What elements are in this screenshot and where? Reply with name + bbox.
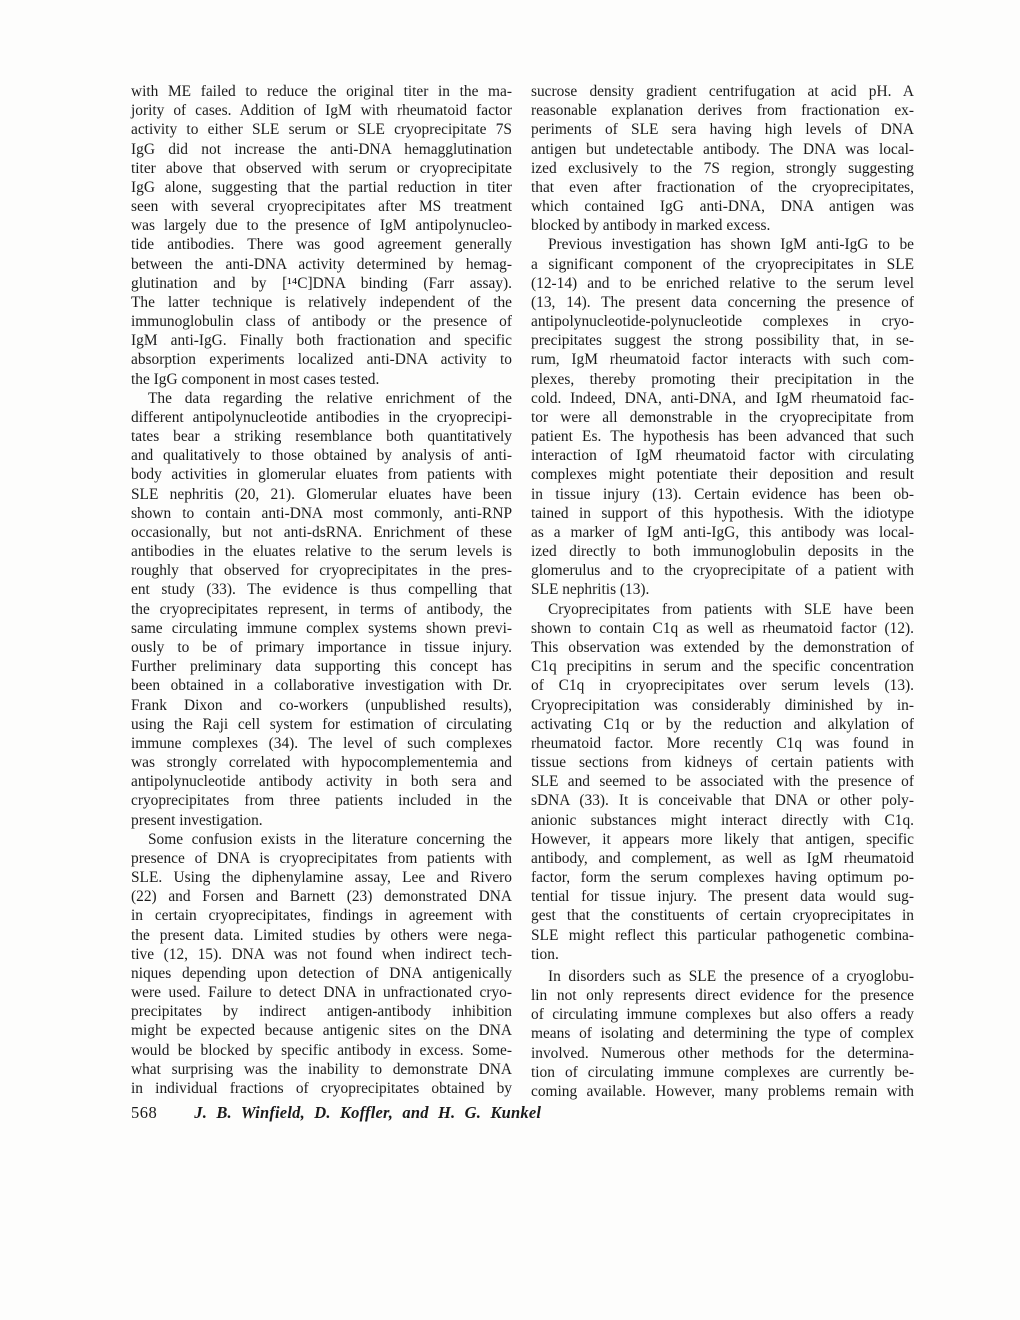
text-line: niques depending upon detection of DNA antigenically [131,964,512,982]
text-line: lin not only represents direct evidence for the presence [531,987,914,1005]
text-line: tor were all demonstrable in the cryoprecipitate from [531,408,914,426]
text-line: a significant component of the cryoprecipitates in SLE [531,255,914,273]
paragraph [531,235,914,599]
text-line: were used. Failure to detect DNA in unfractionated cryo- [131,984,512,1002]
text-line: Previous investigation has shown IgM anti-IgG to be [548,236,914,254]
text-line: periments of SLE sera having high levels of DNA [531,121,914,139]
text-line: ously to be of primary importance in tissue injury. [131,638,512,656]
text-line: activity to either SLE serum or SLE cryoprecipitate 7S [131,121,512,139]
text-line: ent study (33). The evidence is thus compelling that [131,581,512,599]
text-line: the cryoprecipitates represent, in terms of antibody, the [131,600,512,618]
text-line: ized directly to both immunoglobulin deposits in the [531,543,914,561]
text-line: SLE. Using the diphenylamine assay, Lee and Rivero [131,869,512,887]
text-line: using the Raji cell system for estimation of circulating [131,715,512,733]
text-line: as a marker of IgM anti-IgG, this antibody was local- [531,523,914,541]
text-line: SLE nephritis (20, 21). Glomerular eluates have been [131,485,512,503]
text-line: antibody, and complement, as well as IgM rheumatoid [531,849,914,867]
text-line: IgG did not increase the anti-DNA hemagglutination [131,140,512,158]
text-line: (22) and Forsen and Barnett (23) demonstrated DNA [131,888,512,906]
text-line: seen with several cryoprecipitates after MS treatment [131,198,512,216]
text-line: (12-14) and to be enriched relative to the serum level [531,274,914,292]
text-line: patient Es. The hypothesis has been advanced that such [531,428,914,446]
page-number: 568 [131,1103,158,1122]
text-line: tential for tissue injury. The present data would sug- [531,888,914,906]
text-line: rheumatoid factor. More recently C1q was found in [531,734,914,752]
paragraph [131,82,512,389]
text-line: tion of circulating immune complexes are currently be- [531,1063,914,1081]
text-line: In disorders such as SLE the presence of a cryoglobu- [548,967,914,985]
text-line: IgG alone, suggesting that the partial reduction in titer [131,178,512,196]
text-line: sDNA (33). It is conceivable that DNA or other poly- [531,792,914,810]
paragraph [131,830,512,1098]
text-line: involved. Numerous other methods for the determina- [531,1044,914,1062]
text-line: gest that the constituents of certain cryoprecipitates in [531,907,914,925]
text-line: in certain cryoprecipitates, findings in agreement with [131,907,512,925]
text-line: of circulating immune complexes but also offers a ready [531,1006,914,1024]
text-line: of C1q in cryoprecipitates over serum levels (13). [531,677,914,695]
text-line: glutination and by [¹⁴C]DNA binding (Farr assay). [131,274,512,292]
text-line: same circulating immune complex systems shown previ- [131,619,512,637]
text-line: The latter technique is relatively independent of the [131,293,512,311]
text-line: shown to contain anti-DNA most commonly, anti-RNP [131,504,512,522]
text-line: reasonable explanation derives from fractionation ex- [531,102,914,120]
text-line: complexes might potentiate their deposition and result [531,466,914,484]
text-line: activating C1q or by the reduction and alkylation of [531,715,914,733]
text-line: antigen but undetectable antibody. The DNA was local- [531,140,914,158]
text-line: and qualitatively to those obtained by analysis of anti- [131,447,512,465]
text-line: absorption experiments localized anti-DNA activity to [131,351,512,369]
text-line: anionic substances might interact directly with C1q. [531,811,914,829]
text-line: different antipolynucleotide antibodies in the cryoprecipi- [131,408,512,426]
text-line: precipitates by indirect antigen-antibody inhibition [131,1003,512,1021]
text-line: precipitates suggest the strong possibility that, in se- [531,332,914,350]
text-line: Cryoprecipitates from patients with SLE have been [548,600,914,618]
text-line: SLE and seemed to be associated with the presence of [531,773,914,791]
text-line: sucrose density gradient centrifugation at acid pH. A [531,83,914,100]
text-line: been obtained in a collaborative investigation with Dr. [131,677,512,695]
text-line: means of isolating and determining the type of complex [531,1025,914,1043]
text-line: SLE nephritis (13). [531,581,650,599]
text-line: factor, form the serum complexes having optimum po- [531,869,914,887]
text-line: tion. [531,945,559,963]
text-line: Frank Dixon and co-workers (unpublished results), [131,696,512,714]
column-left [131,82,512,1098]
text-line: body activities in glomerular eluates from patients with [131,466,512,484]
text-line: which contained IgG anti-DNA, DNA antigen was [531,198,914,216]
text-line: jority of cases. Addition of IgM with rheumatoid factor [131,102,512,120]
text-line: presence of DNA is cryoprecipitates from patients with [131,849,512,867]
text-line: immunoglobulin class of antibody or the presence of [131,313,512,331]
running-authors: J. B. Winfield, D. Koffler, and H. G. Kunkel [194,1103,542,1122]
paragraph [531,600,914,964]
text-line: plexes, thereby promoting their precipitation in the [531,370,914,388]
text-line: The data regarding the relative enrichment of the [148,389,512,407]
text-line: tide antibodies. There was good agreement generally [131,236,512,254]
text-line: tates bear a striking resemblance both quantitatively [131,428,512,446]
column-right [531,82,914,1101]
text-line: was largely due to the presence of IgM antipolynucleo- [131,217,512,235]
text-line: roughly that observed for cryoprecipitates in the pres- [131,562,512,580]
text-line: cryoprecipitates from three patients included in the [131,792,512,810]
paragraph [531,967,914,1101]
text-line: in individual fractions of cryoprecipitates obtained by [131,1079,512,1097]
text-line: present investigation. [131,811,263,829]
text-line: tained in support of this hypothesis. With the idiotype [531,504,914,522]
text-line: Further preliminary data supporting this concept has [131,658,512,676]
text-line: was strongly correlated with hypocomplementemia and [131,754,512,772]
paragraph [131,389,512,830]
page-footer [131,1103,541,1123]
text-line: ized exclusively to the 7S region, strongly suggesting [531,159,914,177]
text-line: glomerulus and to the cryoprecipitate of a patient with [531,562,914,580]
text-line: blocked by antibody in marked excess. [531,217,771,235]
text-line: coming available. However, many problems remain with [531,1082,914,1100]
text-line: shown to contain C1q as well as rheumatoid factor (12). [531,619,914,637]
text-line: antibodies in the eluates relative to the serum levels is [131,543,512,561]
text-line: (13, 14). The present data concerning the presence of [531,293,914,311]
paragraph [531,82,914,235]
text-line: SLE might reflect this particular pathogenetic combina- [531,926,914,944]
text-line: titer above that observed with serum or cryoprecipitate [131,159,512,177]
text-line: in tissue injury (13). Certain evidence has been ob- [531,485,914,503]
text-line: occasionally, but not anti-dsRNA. Enrichment of these [131,523,512,541]
text-line: antipolynucleotide antibody activity in both sera and [131,773,512,791]
text-line: However, it appears more likely that antigen, specific [531,830,914,848]
text-line: tive (12, 15). DNA was not found when indirect tech- [131,945,512,963]
text-line: the present data. Limited studies by others were nega- [131,926,512,944]
text-line: Cryoprecipitation was considerably diminished by in- [531,696,914,714]
text-line: would be blocked by specific antibody in excess. Some- [131,1041,512,1059]
text-line: that even after fractionation of the cryoprecipitates, [531,178,914,196]
text-line: antipolynucleotide-polynucleotide complexes in cryo- [531,313,914,331]
text-line: rum, IgM rheumatoid factor interacts with such com- [531,351,914,369]
text-line: immune complexes (34). The level of such complexes [131,734,512,752]
text-line: IgM anti-IgG. Finally both fractionation and specific [131,332,512,350]
text-line: interaction of IgM rheumatoid factor with circulating [531,447,914,465]
text-line: This observation was extended by the demonstration of [531,638,914,656]
text-line: might be expected because antigenic sites on the DNA [131,1022,512,1040]
text-line: C1q precipitins in serum and the specific concentration [531,658,914,676]
text-line: tissue sections from kidneys of certain patients with [531,754,914,772]
text-line: with ME failed to reduce the original titer in the ma- [131,83,512,100]
text-line: Some confusion exists in the literature concerning the [148,830,512,848]
text-line: cold. Indeed, DNA, anti-DNA, and IgM rheumatoid fac- [531,389,914,407]
text-line: between the anti-DNA activity determined by hemag- [131,255,512,273]
text-line: the IgG component in most cases tested. [131,370,380,388]
text-line: what surprising was the inability to demonstrate DNA [131,1060,512,1078]
